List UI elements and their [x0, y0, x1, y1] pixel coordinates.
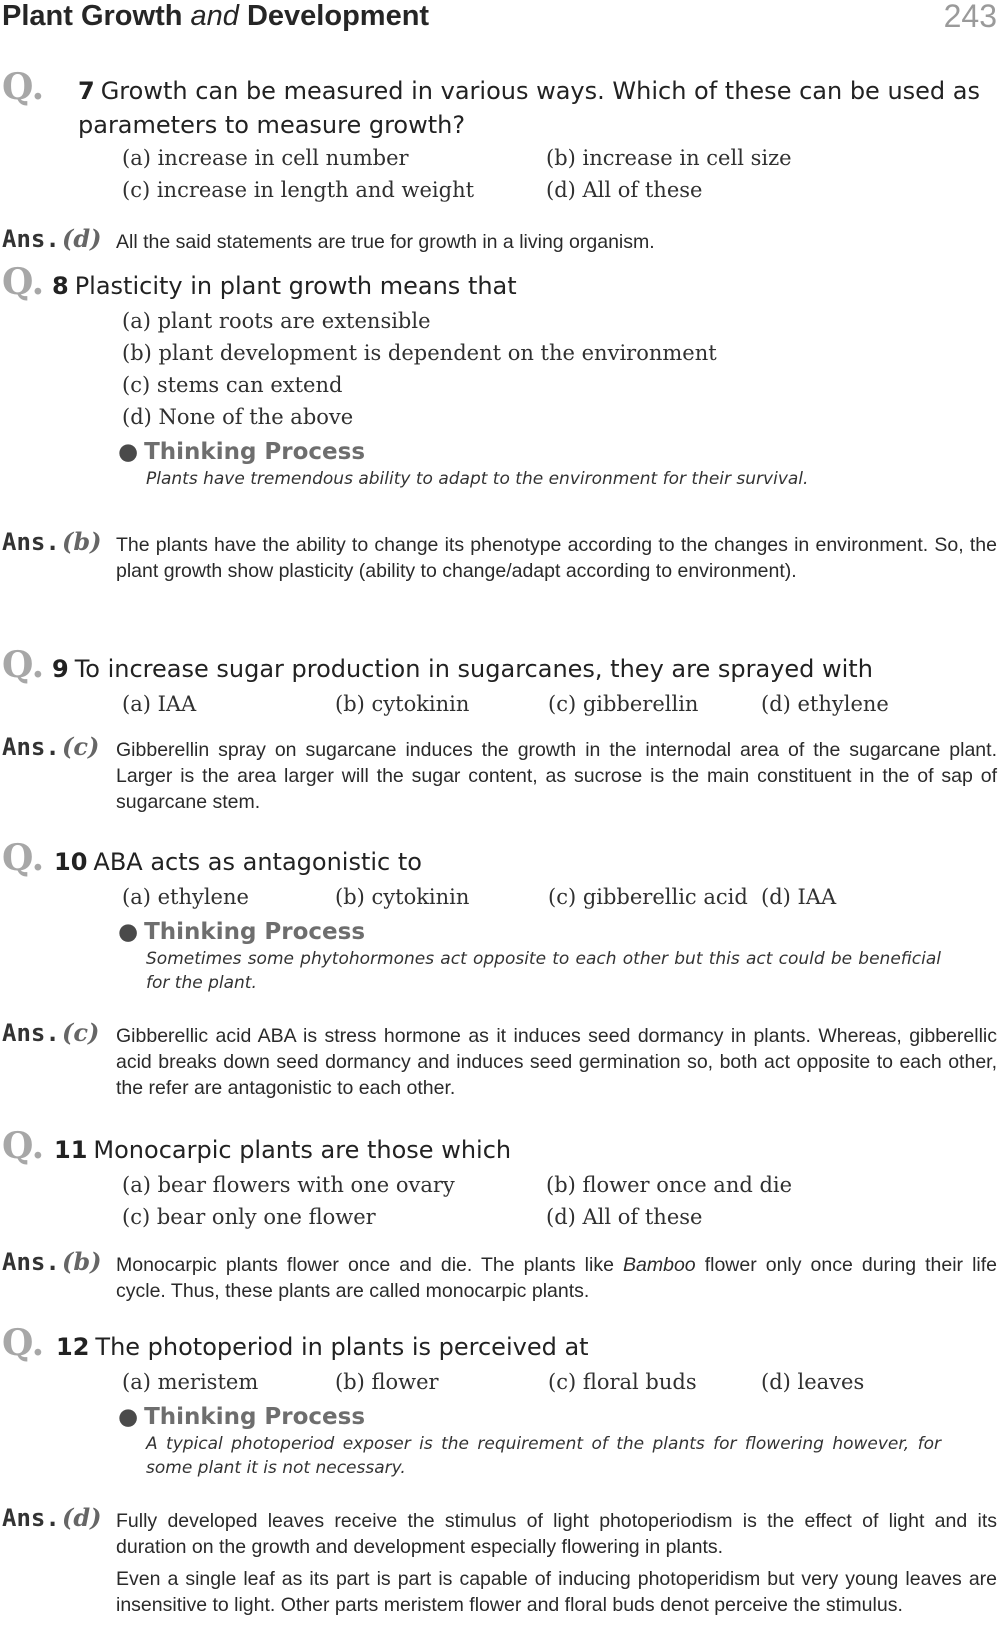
option-b: (b) cytokinin [335, 885, 470, 909]
answer-11 [0, 1247, 1001, 1304]
option-c: (c) increase in length and weight [122, 178, 475, 202]
title-part-1: Plant Growth [2, 0, 183, 32]
bulb-icon: ● [118, 1404, 139, 1430]
question-mark: Q. [2, 66, 45, 108]
title-part-2: and [190, 0, 239, 32]
answer-key: (d) [62, 224, 102, 253]
option-c: (c) gibberellic acid [548, 885, 748, 909]
question-11-head [0, 1125, 1001, 1167]
question-number: 11 [54, 1136, 88, 1164]
answer-label: Ans. [2, 1019, 60, 1047]
answer-text: The plants have the ability to change its phenotype according to the changes in environment. So, the plant growth show plasticity (ability to change/adapt according to environment). [116, 534, 997, 582]
option-a: (a) meristem [122, 1370, 259, 1394]
question-text: Growth can be measured in various ways. Which of these can be used as parameters to measure growth? [78, 77, 981, 139]
answer-text: All the said statements are true for growth in a living organism. [116, 231, 655, 253]
answer-label: Ans. [2, 225, 60, 253]
option-d: (d) ethylene [761, 692, 889, 716]
question-8-options [122, 305, 1001, 433]
option-b: (b) flower [335, 1370, 439, 1394]
option-d: (d) IAA [761, 885, 837, 909]
question-mark: Q. [2, 644, 45, 686]
option-b: (b) cytokinin [335, 692, 470, 716]
answer-text-1: Fully developed leaves receive the stimulus of light photoperiodism is the effect of light and its duration on the growth and development especially flowering in plants. [116, 1510, 997, 1558]
answer-text: Gibberellic acid ABA is stress hormone as it induces seed dormancy in plants. Whereas, gibberellic acid breaks down seed dormancy and induces seed germination so, both act opposite to each other, the refer are antagonistic to each other. [116, 1025, 997, 1099]
question-7-head [0, 66, 1001, 142]
title-part-3: Development [246, 0, 430, 32]
question-12-head [0, 1322, 1001, 1364]
option-a: (a) increase in cell number [122, 146, 409, 170]
option-d: (d) All of these [546, 1205, 703, 1229]
question-text: Plasticity in plant growth means that [74, 272, 517, 300]
thinking-heading: Thinking Process [144, 919, 366, 945]
answer-text-italic: Bamboo [623, 1254, 696, 1276]
option-c: (c) bear only one flower [122, 1205, 376, 1229]
thinking-process [118, 1402, 1001, 1480]
question-mark: Q. [2, 1125, 45, 1167]
option-d: (d) leaves [761, 1370, 865, 1394]
option-d: (d) All of these [546, 178, 703, 202]
question-11-options [122, 1169, 1001, 1233]
page-number: 243 [943, 0, 997, 34]
question-mark: Q. [2, 261, 45, 303]
thinking-process [118, 437, 1001, 491]
answer-key: (b) [62, 1247, 102, 1276]
option-a: (a) plant roots are extensible [122, 309, 431, 333]
question-12 [0, 1322, 1001, 1480]
answer-8 [0, 527, 1001, 584]
question-text: The photoperiod in plants is perceived at [95, 1333, 589, 1361]
answer-text-post: flower only once during their life cycle. Thus, these plants are called monocarpic plants. [116, 1254, 998, 1302]
chapter-title [2, 0, 429, 33]
thinking-text: Sometimes some phytohormones act opposite to each other but this act could be beneficial for the plant. [146, 949, 941, 993]
thinking-text: Plants have tremendous ability to adapt to the environment for their survival. [146, 469, 809, 489]
answer-key: (d) [62, 1503, 102, 1532]
bulb-icon: ● [118, 439, 139, 465]
answer-text-pre: Monocarpic plants flower once and die. The plants like [116, 1254, 614, 1276]
answer-text-2: Even a single leaf as its part is part is capable of inducing photoperidism but very young leaves are insensitive to light. Other parts meristem flower and floral buds denot perceive the stimulus. [116, 1568, 997, 1616]
answer-label: Ans. [2, 1504, 60, 1532]
question-number: 12 [56, 1333, 90, 1361]
question-text: ABA acts as antagonistic to [93, 848, 422, 876]
answer-label: Ans. [2, 1248, 60, 1276]
answer-12 [0, 1503, 1001, 1618]
answer-label: Ans. [2, 528, 60, 556]
answer-text: Gibberellin spray on sugarcane induces the growth in the internodal area of the sugarcane plant. Larger is the area larger will the sugar content, as sucrose is the main constituent in the of sap of sugarcane stem. [116, 739, 997, 813]
answer-key: (b) [62, 527, 102, 556]
answer-label: Ans. [2, 733, 60, 761]
question-mark: Q. [2, 1322, 45, 1364]
thinking-text: A typical photoperiod exposer is the requirement of the plants for flowering however, for some plant it is not necessary. [146, 1434, 941, 1478]
answer-7 [0, 224, 1001, 255]
question-11 [0, 1125, 1001, 1233]
question-number: 10 [54, 848, 88, 876]
question-12-options [122, 1366, 1001, 1398]
option-b: (b) increase in cell size [546, 146, 792, 170]
option-b: (b) plant development is dependent on the environment [122, 341, 717, 365]
option-a: (a) IAA [122, 692, 197, 716]
option-c: (c) gibberellin [548, 692, 699, 716]
question-10-options [122, 881, 1001, 913]
question-8 [0, 261, 1001, 491]
thinking-process [118, 917, 1001, 995]
option-a: (a) bear flowers with one ovary [122, 1173, 455, 1197]
option-c: (c) stems can extend [122, 373, 343, 397]
answer-key: (c) [62, 732, 100, 761]
option-d: (d) None of the above [122, 405, 354, 429]
question-mark: Q. [2, 837, 45, 879]
question-7 [0, 66, 1001, 206]
answer-10 [0, 1018, 1001, 1101]
answer-text [116, 1252, 997, 1304]
option-c: (c) floral buds [548, 1370, 697, 1394]
thinking-heading: Thinking Process [144, 439, 366, 465]
answer-key: (c) [62, 1018, 100, 1047]
question-8-head [0, 261, 1001, 303]
question-number: 7 [78, 77, 95, 105]
question-7-options [122, 142, 1001, 206]
bulb-icon: ● [118, 919, 139, 945]
question-9-options [122, 688, 1001, 720]
question-9-head [0, 644, 1001, 686]
question-9 [0, 644, 1001, 720]
thinking-heading: Thinking Process [144, 1404, 366, 1430]
question-number: 9 [52, 655, 69, 683]
option-a: (a) ethylene [122, 885, 249, 909]
question-text: To increase sugar production in sugarcanes, they are sprayed with [74, 655, 873, 683]
answer-9 [0, 732, 1001, 815]
question-text: Monocarpic plants are those which [93, 1136, 512, 1164]
option-b: (b) flower once and die [546, 1173, 793, 1197]
question-10 [0, 837, 1001, 995]
question-number: 8 [52, 272, 69, 300]
question-10-head [0, 837, 1001, 879]
